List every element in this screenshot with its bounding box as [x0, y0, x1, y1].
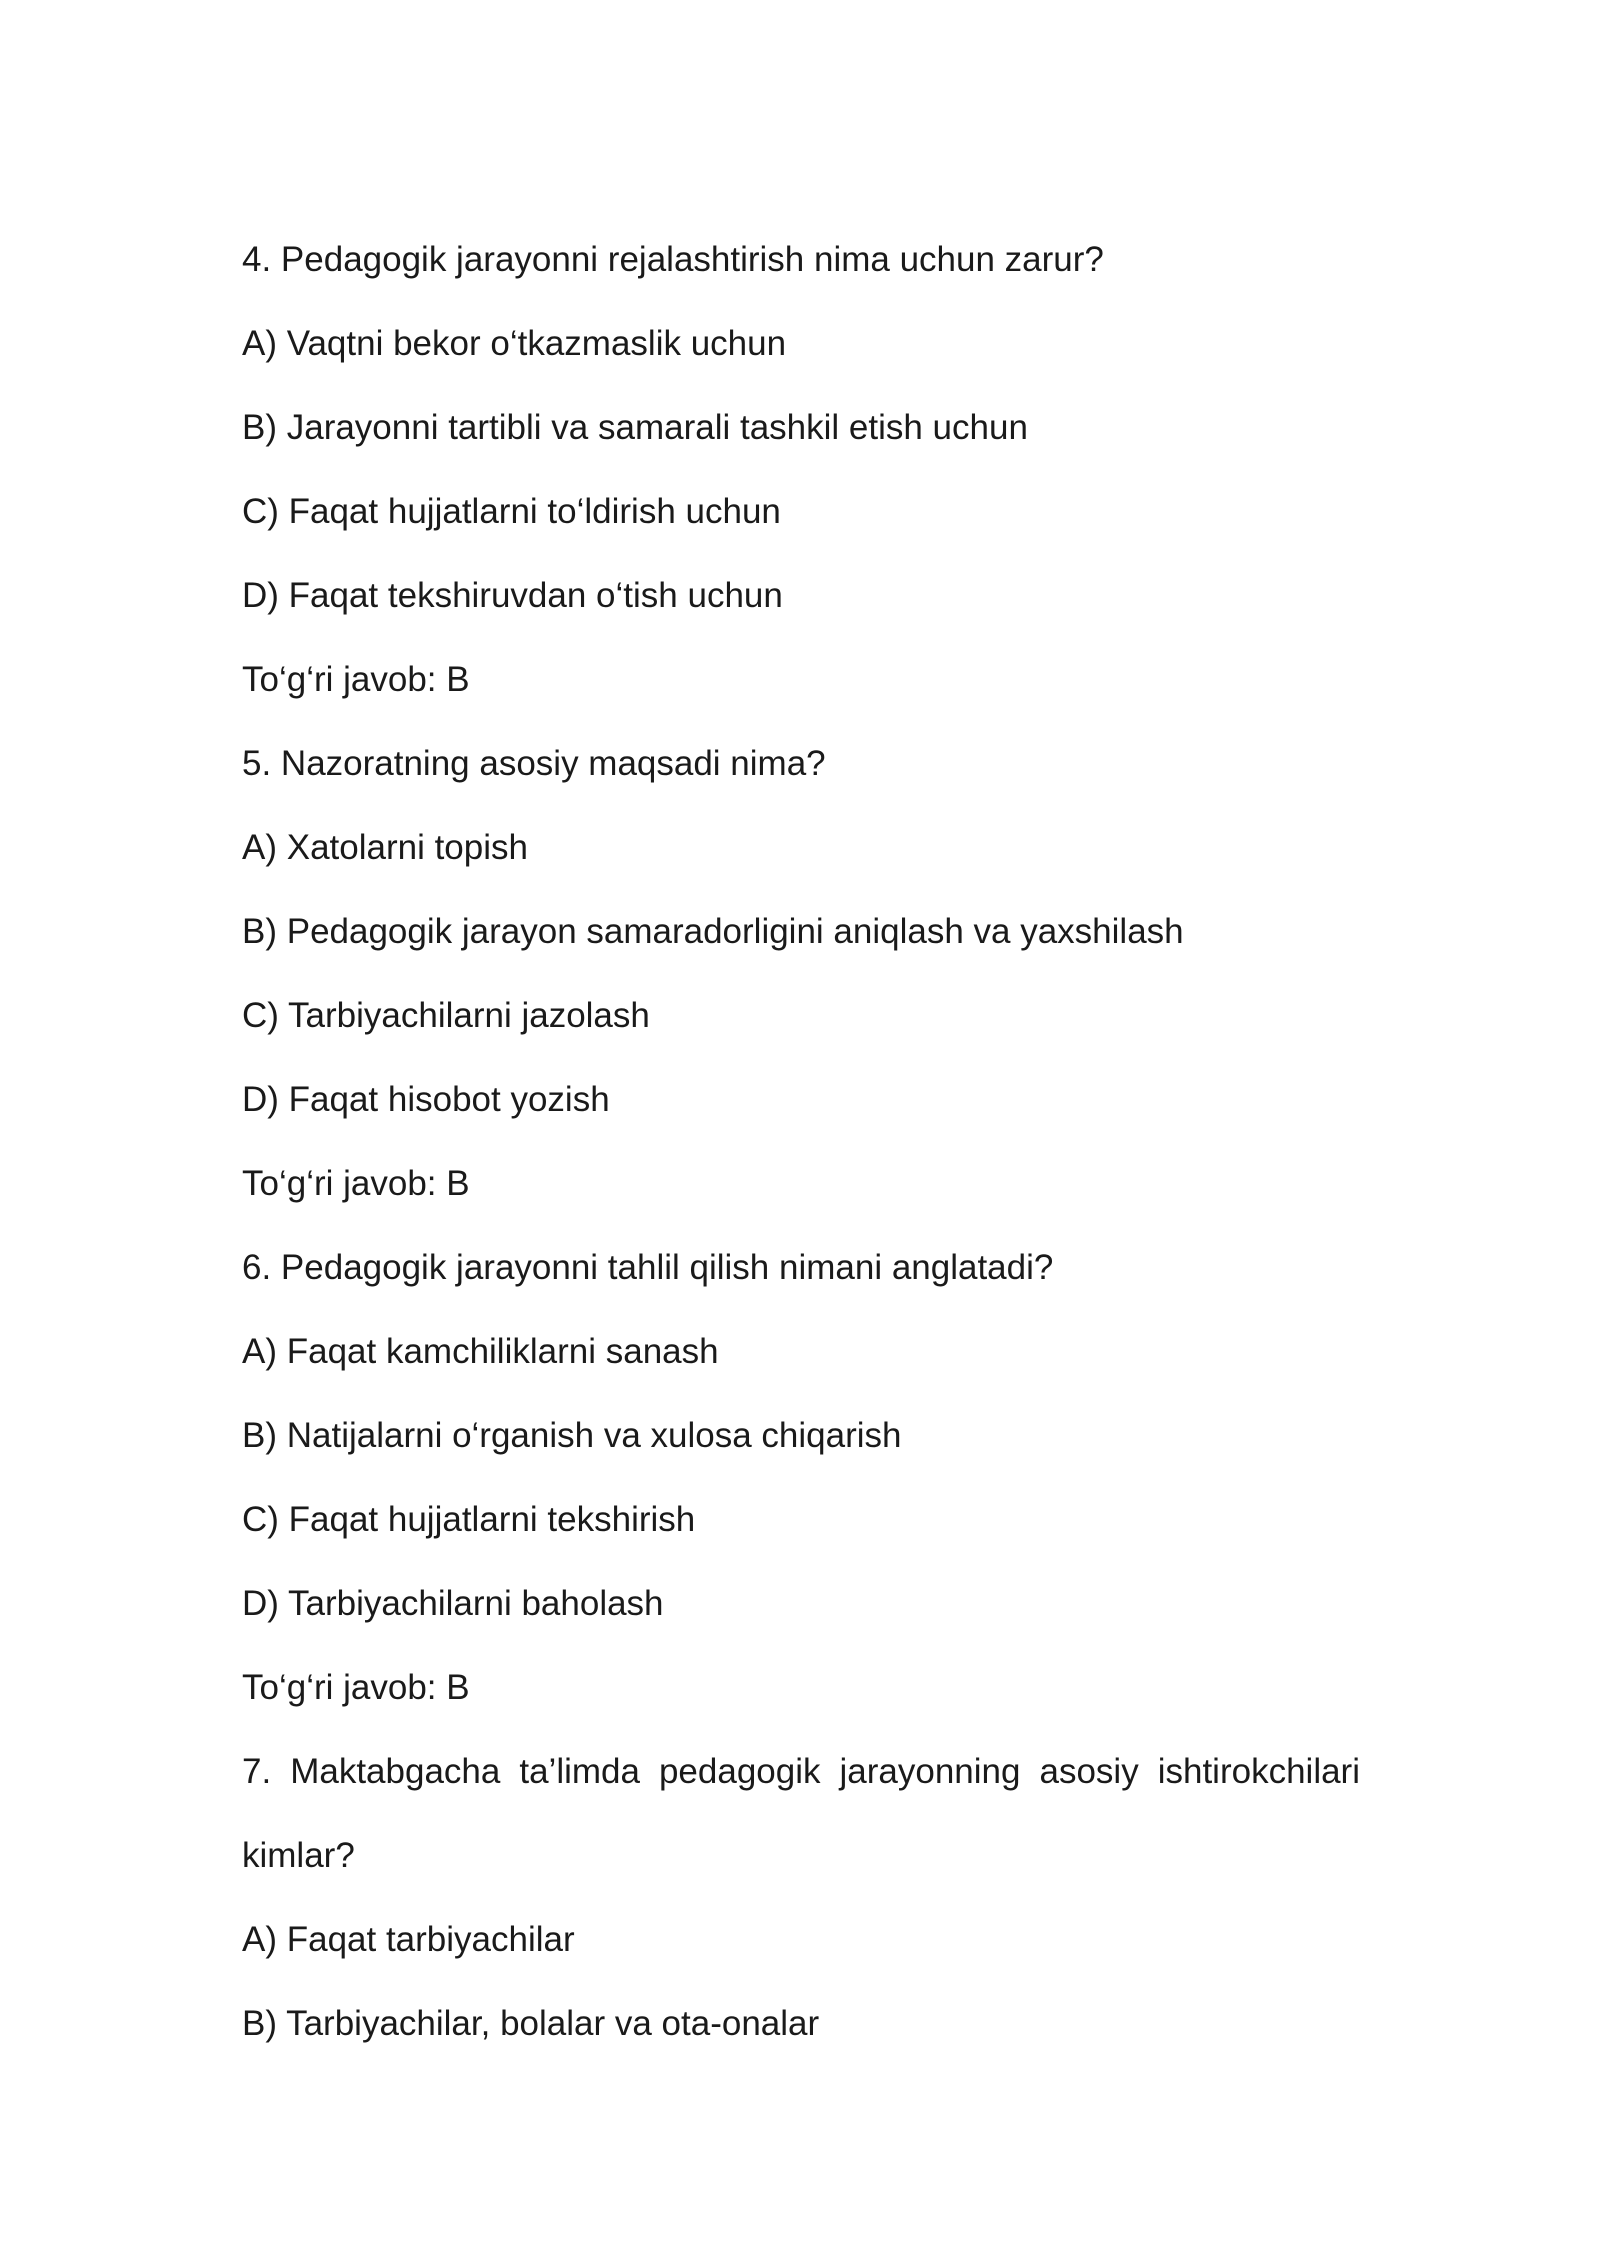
question-text-line-2: kimlar?: [242, 1836, 355, 1875]
option-d: D) Faqat hisobot yozish: [242, 1080, 610, 1119]
option-a: A) Faqat tarbiyachilar: [242, 1920, 575, 1959]
option-c: C) Tarbiyachilarni jazolash: [242, 996, 650, 1035]
question-block-5: [242, 722, 1360, 1226]
option-a: A) Xatolarni topish: [242, 828, 528, 867]
question-block-4: [242, 218, 1360, 722]
question-block-6: [242, 1226, 1360, 1730]
option-d: D) Tarbiyachilarni baholash: [242, 1584, 664, 1623]
question-text: 4. Pedagogik jarayonni rejalashtirish nima uchun zarur?: [242, 240, 1104, 279]
correct-answer: To‘g‘ri javob: B: [242, 1668, 470, 1707]
option-b: B) Tarbiyachilar, bolalar va ota-onalar: [242, 2004, 820, 2043]
option-b: B) Natijalarni o‘rganish va xulosa chiqarish: [242, 1416, 902, 1455]
correct-answer: To‘g‘ri javob: B: [242, 660, 470, 699]
option-b: B) Pedagogik jarayon samaradorligini aniqlash va yaxshilash: [242, 912, 1184, 951]
question-text: 5. Nazoratning asosiy maqsadi nima?: [242, 744, 826, 783]
question-text: 6. Pedagogik jarayonni tahlil qilish nimani anglatadi?: [242, 1248, 1054, 1287]
question-block-7: [242, 1730, 1360, 2066]
option-c: C) Faqat hujjatlarni to‘ldirish uchun: [242, 492, 781, 531]
correct-answer: To‘g‘ri javob: B: [242, 1164, 470, 1203]
question-text-line-1: 7. Maktabgacha ta’limda pedagogik jarayonning asosiy ishtirokchilari: [242, 1752, 1360, 1791]
option-c: C) Faqat hujjatlarni tekshirish: [242, 1500, 696, 1539]
quiz-content: [242, 218, 1360, 2066]
option-a: A) Faqat kamchiliklarni sanash: [242, 1332, 719, 1371]
option-b: B) Jarayonni tartibli va samarali tashkil etish uchun: [242, 408, 1028, 447]
option-a: A) Vaqtni bekor o‘tkazmaslik uchun: [242, 324, 787, 363]
option-d: D) Faqat tekshiruvdan o‘tish uchun: [242, 576, 783, 615]
